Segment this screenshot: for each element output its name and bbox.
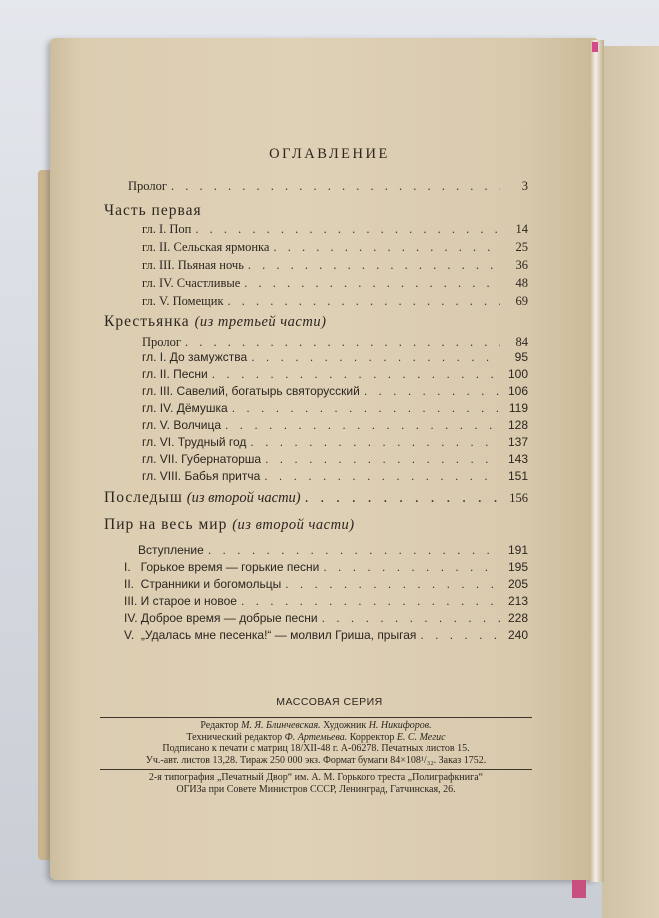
leader-dots — [250, 435, 500, 449]
series-label: МАССОВАЯ СЕРИЯ — [276, 696, 383, 708]
toc-entry-page: 205 — [507, 577, 528, 591]
toc-entry-page: 156 — [509, 491, 528, 505]
leader-dots — [420, 628, 500, 642]
toc-entry-page: 151 — [507, 469, 528, 483]
toc-entry-prologue — [128, 179, 528, 194]
part-title: Часть первая — [104, 202, 202, 219]
toc-entry-label: гл. III. Пьяная ночь — [142, 258, 244, 272]
toc-entry — [142, 335, 528, 350]
toc-entry-page: 106 — [507, 384, 528, 398]
toc-entry-page: 3 — [521, 179, 528, 193]
toc-entry-label: гл. VIII. Бабья притча — [142, 469, 261, 483]
imprint-name: Н. Никифоров. — [368, 720, 432, 731]
toc-entry-page: 48 — [515, 276, 528, 290]
toc-entry-page: 25 — [515, 240, 528, 254]
toc-entry-label: Вступление — [138, 543, 204, 557]
toc-entry — [142, 367, 528, 381]
imprint-credits — [100, 720, 532, 766]
leader-dots — [195, 222, 500, 237]
toc-entry-label: гл. II. Сельская ярмонка — [142, 240, 270, 254]
toc-entry-label: гл. I. Поп — [142, 222, 192, 236]
imprint-line — [100, 732, 532, 744]
leader-dots — [212, 367, 500, 381]
toc-entry-label: гл. VI. Трудный год — [142, 435, 247, 449]
imprint-line: ОГИЗа при Совете Министров СССР, Ленинград, Гатчинская, 26. — [176, 783, 456, 795]
toc-entry-label: гл. IV. Счастливые — [142, 276, 241, 290]
leader-dots — [185, 335, 500, 350]
imprint-rule-top — [100, 717, 532, 718]
toc-entry — [142, 222, 528, 237]
toc-entry — [142, 469, 528, 483]
leader-dots — [232, 401, 500, 415]
toc-entry — [142, 294, 528, 309]
toc-entry — [142, 350, 528, 364]
facing-page-edge — [602, 46, 659, 918]
toc-entry — [142, 240, 528, 255]
toc-entry-page: 240 — [507, 628, 528, 642]
leader-dots — [241, 594, 500, 608]
leader-dots — [251, 350, 500, 364]
toc-entry — [142, 258, 528, 273]
leader-dots — [228, 294, 500, 309]
toc-entry-label: Пролог — [142, 335, 181, 349]
toc-entry-page: 143 — [507, 452, 528, 466]
leader-dots — [265, 452, 500, 466]
part-note: (из второй части) — [232, 517, 355, 533]
toc-entry — [124, 611, 528, 625]
toc-entry-page: 119 — [508, 401, 528, 415]
toc-entry — [142, 401, 528, 415]
imprint-name: Е. С. Мегис — [396, 731, 446, 743]
bookmark-ribbon-bottom — [572, 880, 586, 898]
imprint-rule-bottom — [100, 769, 532, 770]
imprint-line — [100, 720, 532, 732]
part-note: (из третьей части) — [194, 314, 327, 330]
toc-entry-page: 137 — [507, 435, 528, 449]
toc-entry — [138, 543, 528, 557]
toc-entry-label: II. Странники и богомольцы — [124, 577, 282, 591]
toc-entry-label: V. „Удалась мне песенка!“ — молвил Гриша, прыгая — [124, 628, 417, 642]
toc-heading: ОГЛАВЛЕНИЕ — [269, 146, 390, 162]
toc-entry-page: 228 — [507, 611, 528, 625]
imprint-line: Уч.-авт. листов 13,28. Тираж 250 000 экз. Формат бумаги 84×108¹/₃₂. Заказ 1752. — [145, 754, 487, 766]
toc-entry-page: 213 — [507, 594, 528, 608]
leader-dots — [244, 276, 500, 291]
toc-entry-page: 84 — [515, 335, 528, 349]
part-title — [104, 313, 326, 331]
toc-entry-label: I. Горькое время — горькие песни — [124, 560, 320, 574]
toc-entry-label: III. И старое и новое — [124, 594, 237, 608]
imprint-printer — [100, 772, 532, 795]
imprint-name: Ф. Артемьева. — [284, 731, 348, 743]
toc-entry-label: гл. V. Волчица — [142, 418, 222, 432]
toc-entry-label: гл. VII. Губернаторша — [142, 452, 262, 466]
leader-dots — [322, 611, 500, 625]
leader-dots — [208, 543, 500, 557]
toc-entry-page: 128 — [507, 418, 528, 432]
toc-entry-page: 100 — [507, 367, 528, 381]
leader-dots — [273, 240, 500, 255]
toc-entry-page: 69 — [515, 294, 528, 308]
toc-entry-label: гл. III. Савелий, богатырь святорусский — [142, 384, 360, 398]
part-title-text: Крестьянка — [104, 313, 190, 330]
part-note: (из второй части) — [186, 490, 301, 506]
toc-entry-label: IV. Доброе время — добрые песни — [124, 611, 318, 625]
toc-entry — [142, 418, 528, 432]
leader-dots — [225, 418, 500, 432]
part-title-text: Пир на весь мир — [104, 516, 228, 533]
toc-entry — [124, 560, 528, 574]
toc-entry — [142, 435, 528, 449]
leader-dots — [248, 258, 500, 273]
imprint-name: М. Я. Блинчевская. — [241, 720, 321, 731]
toc-entry — [124, 594, 528, 608]
imprint-line: 2-я типография „Печатный Двор“ им. А. М. Горького треста „Полиграфкнига“ — [148, 772, 484, 783]
imprint-text: Редактор — [200, 720, 242, 731]
leader-dots — [285, 577, 500, 591]
toc-entry-page: 191 — [507, 543, 528, 557]
toc-entry-page: 195 — [507, 560, 528, 574]
toc-entry — [142, 384, 528, 398]
toc-entry — [142, 276, 528, 291]
toc-entry-label: гл. V. Помещик — [142, 294, 224, 308]
imprint-text: Корректор — [347, 731, 397, 743]
leader-dots — [171, 179, 500, 194]
leader-dots — [364, 384, 500, 398]
toc-entry-page: 14 — [515, 222, 528, 236]
toc-entry-part3 — [104, 489, 528, 507]
toc-entry-label: гл. II. Песни — [142, 367, 208, 381]
toc-entry-label: Пролог — [128, 179, 167, 193]
toc-entry-page: 36 — [515, 258, 528, 272]
toc-entry — [142, 452, 528, 466]
book-spine — [590, 40, 604, 882]
bookmark-ribbon — [592, 42, 598, 52]
imprint-line: Подписано к печати с матриц 18/XII-48 г. А-06278. Печатных листов 15. — [162, 743, 470, 754]
imprint-text: Художник — [320, 720, 369, 731]
leader-dots — [323, 560, 500, 574]
toc-entry-page: 95 — [514, 350, 528, 364]
toc-entry-label: гл. IV. Дёмушка — [142, 401, 228, 415]
part-title-text: Последыш — [104, 489, 183, 506]
toc-entry — [124, 628, 528, 642]
part-title — [104, 516, 355, 534]
leader-dots — [305, 489, 500, 507]
imprint-text: Технический редактор — [186, 731, 285, 743]
toc-entry — [124, 577, 528, 591]
leader-dots — [264, 469, 500, 483]
toc-entry-label: гл. I. До замужства — [142, 350, 248, 364]
